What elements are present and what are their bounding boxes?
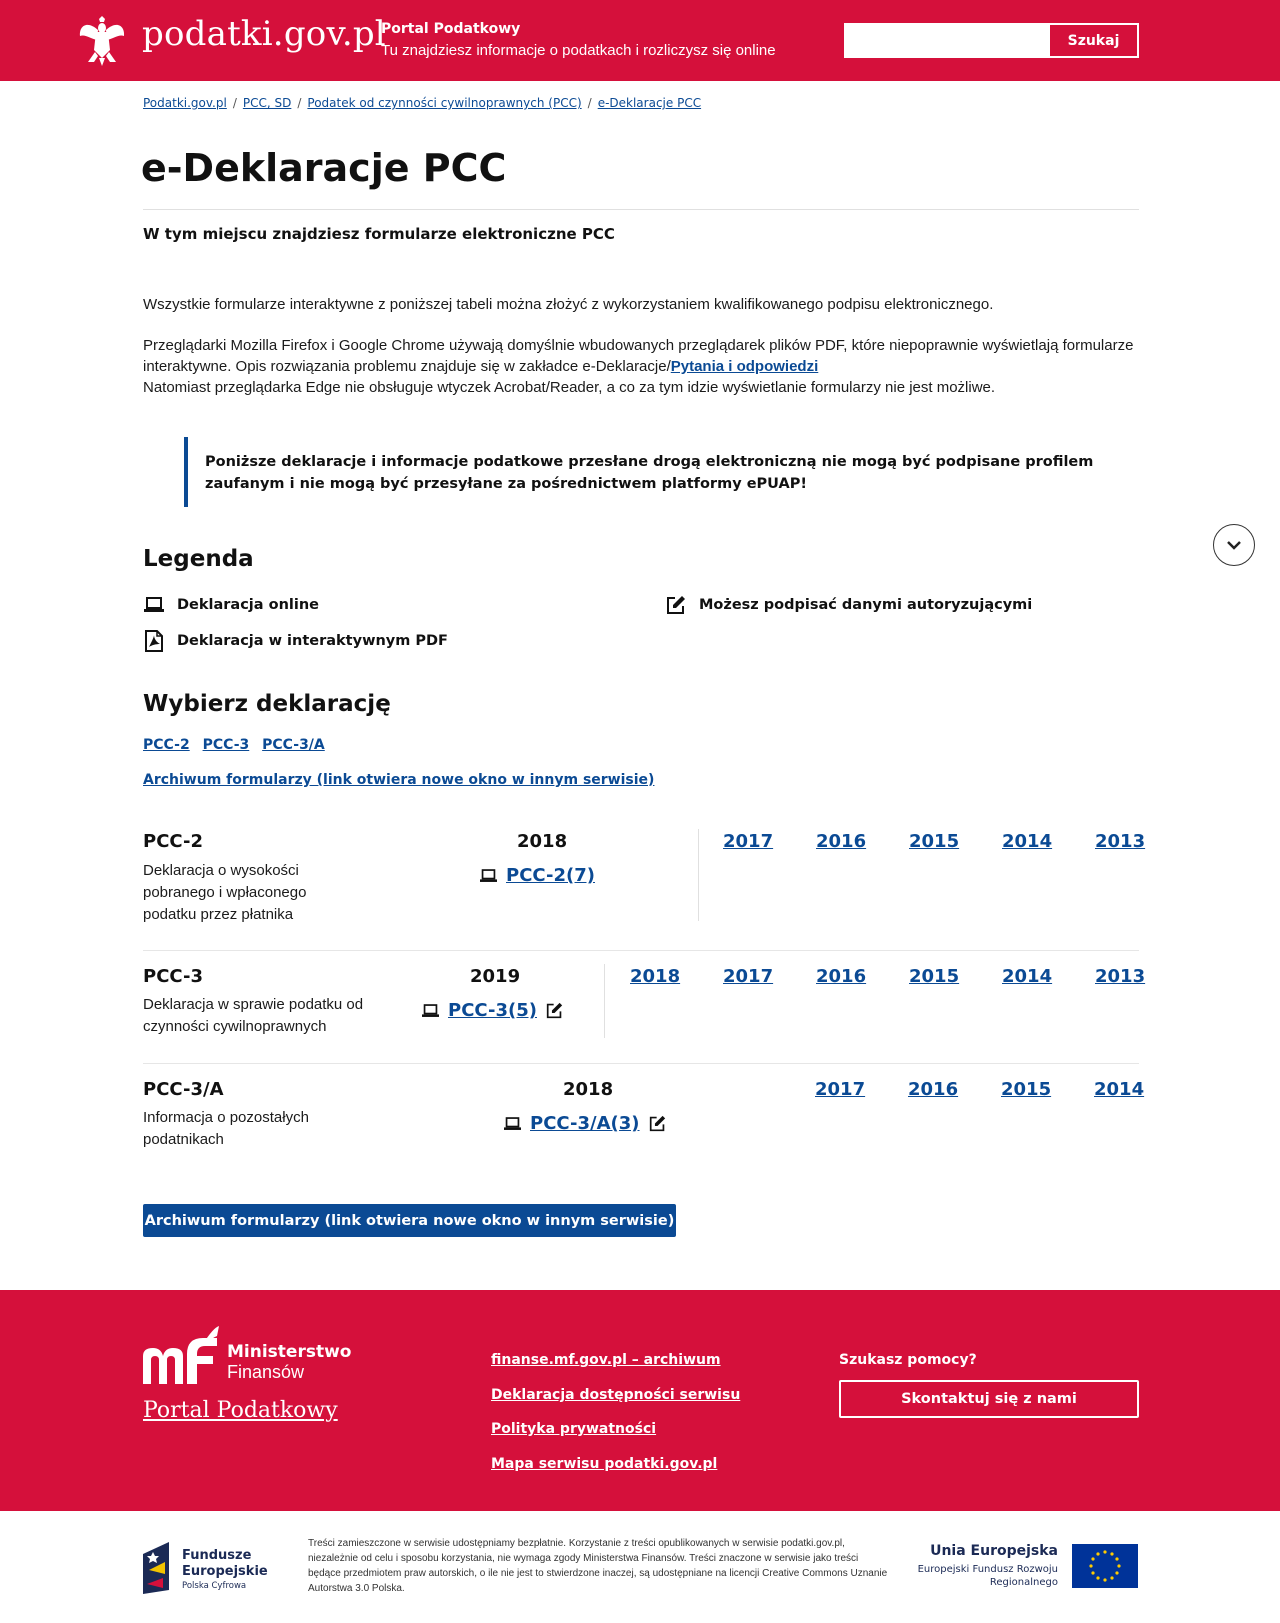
scroll-down-button[interactable] [1213,524,1255,566]
search-input[interactable] [844,23,1048,58]
current-year-pcc-3a: 2018 [563,1079,614,1100]
form-download-pcc-3a[interactable]: PCC-3/A(3) [530,1113,640,1134]
footer-link-accessibility[interactable]: Deklaracja dostępności serwisu [491,1387,741,1403]
mf-name-line1: Ministerstwo [227,1342,352,1362]
year-link-pcc-2-2014[interactable]: 2014 [1002,831,1053,852]
column-divider [698,829,699,921]
form-name-pcc-3a: PCC-3/A [143,1079,224,1100]
year-link-pcc-3-2015[interactable]: 2015 [909,966,960,987]
title-divider [143,209,1139,210]
help-title: Szukasz pomocy? [839,1352,977,1368]
year-link-pcc-3-2014[interactable]: 2014 [1002,966,1053,987]
footer-link-archive[interactable]: finanse.mf.gov.pl – archiwum [491,1352,721,1368]
fe-name-line2: Europejskie [182,1564,268,1579]
form-download-pcc-2[interactable]: PCC-2(7) [506,865,595,886]
breadcrumb-separator: / [297,96,302,110]
legend-title: Legenda [143,546,254,572]
column-divider [604,964,605,1038]
form-link-pcc-2 [480,865,595,886]
legend-pdf-label: Deklaracja w interaktywnym PDF [177,633,448,649]
portal-subtitle: Tu znajdziesz informacje o podatkach i rozliczysz się online [381,42,776,59]
laptop-icon [143,594,165,616]
current-year-pcc-2: 2018 [517,831,568,852]
polish-eagle-logo[interactable] [77,12,127,68]
legend-online-label: Deklaracja online [177,597,319,613]
quick-link-pcc-3a[interactable]: PCC-3/A [262,737,325,753]
edge-paragraph-text: Natomiast przeglądarka Edge nie obsługuje wtyczek Acrobat/Reader, a co za tym idzie wyświetlanie formularzy nie jest możliwe. [143,379,996,396]
year-link-pcc-3a-2017[interactable]: 2017 [815,1079,866,1100]
fe-name-line3: Polska Cyfrowa [182,1581,247,1591]
year-link-pcc-3-2018[interactable]: 2018 [630,966,681,987]
quick-links [143,737,333,753]
form-desc-pcc-2: Deklaracja o wysokości pobranego i wpłaconego podatku przez płatnika [143,862,307,923]
archive-link[interactable]: Archiwum formularzy (link otwiera nowe okno w innym serwisie) [143,772,655,788]
year-link-pcc-3a-2014[interactable]: 2014 [1094,1079,1145,1100]
fe-name-line1: Fundusze [182,1548,252,1563]
form-download-pcc-3[interactable]: PCC-3(5) [448,1000,537,1021]
form-link-pcc-3a [504,1113,666,1134]
page-lead: W tym miejscu znajdziesz formularze elektroniczne PCC [143,225,615,243]
form-desc-pcc-3a: Informacja o pozostałych podatnikach [143,1109,309,1148]
contact-button[interactable]: Skontaktuj się z nami [839,1380,1139,1418]
ue-name-line2: Europejski Fundusz Rozwoju Regionalnego [917,1564,1058,1588]
laptop-icon [480,869,497,883]
year-link-pcc-3-2016[interactable]: 2016 [816,966,867,987]
mf-name-line2: Finansów [227,1362,305,1382]
browser-paragraph [143,335,1143,398]
breadcrumb-current[interactable]: e-Deklaracje PCC [597,96,702,110]
breadcrumb-pcc[interactable]: Podatek od czynności cywilnoprawnych (PCC) [307,96,582,110]
breadcrumb-separator: / [587,96,592,110]
laptop-icon [422,1004,439,1018]
row-divider [143,1063,1139,1064]
edit-sign-icon [665,594,687,616]
warning-callout: Poniższe deklaracje i informacje podatkowe przesłane drogą elektroniczną nie mogą być podpisane profilem zaufanym i nie mogą być przesyłane za pośrednictwem platformy ePUAP! [184,437,1134,507]
legend-online [143,594,319,616]
quick-link-pcc-3[interactable]: PCC-3 [202,737,250,753]
breadcrumb-separator: / [232,96,237,110]
faq-link[interactable]: Pytania i odpowiedzi [670,358,819,375]
legend-sign-label: Możesz podpisać danymi autoryzującymi [699,597,1033,613]
site-footer [0,1290,1280,1511]
footer-link-privacy[interactable]: Polityka prywatności [491,1421,657,1437]
eu-flag-icon [1072,1544,1138,1588]
browser-paragraph-text: Przeglądarki Mozilla Firefox i Google Chrome używają domyślnie wbudowanych przeglądarek plików PDF, które niepoprawnie wyświetlają formularze interaktywne. Opis rozwiązania problemu znajduje się w zakładce e-Deklaracje/ [143,337,1134,375]
archive-button[interactable]: Archiwum formularzy (link otwiera nowe okno w innym serwisie) [143,1204,676,1237]
site-logo-text[interactable]: podatki.gov.pl [142,14,386,54]
year-link-pcc-2-2017[interactable]: 2017 [723,831,774,852]
form-name-pcc-2: PCC-2 [143,831,204,852]
laptop-icon [504,1117,521,1131]
site-header [0,0,1280,81]
breadcrumb [143,96,701,110]
choose-title: Wybierz deklarację [143,691,391,717]
page-title: e-Deklaracje PCC [141,146,507,190]
fundusze-europejskie-logo [143,1540,173,1594]
search-button[interactable]: Szukaj [1048,23,1139,58]
year-link-pcc-3a-2016[interactable]: 2016 [908,1079,959,1100]
form-name-pcc-3: PCC-3 [143,966,204,987]
chevron-down-icon [1214,525,1254,565]
breadcrumb-pcc-sd[interactable]: PCC, SD [242,96,292,110]
form-desc-pcc-3: Deklaracja w sprawie podatku od czynności cywilnoprawnych [143,996,364,1035]
year-link-pcc-2-2016[interactable]: 2016 [816,831,867,852]
portal-podatkowy-link[interactable]: Portal Podatkowy [143,1398,338,1423]
current-year-pcc-3: 2019 [470,966,521,987]
edit-sign-icon [546,1002,563,1019]
year-link-pcc-2-2015[interactable]: 2015 [909,831,960,852]
legend-sign [665,594,1032,616]
legal-notice: Treści zamieszczone w serwisie udostępniamy bezpłatnie. Korzystanie z treści opublikowanych w serwisie podatki.gov.pl, niezależnie od celu i sposobu korzystania, nie wymaga zgody Ministerstwa Finansów. Treści znaczone w serwisie jako treści będące przedmiotem praw autorskich, o ile nie jest to stwierdzone inaczej, są udostępniane na licencji Creative Commons Uznanie Autorstwa 3.0 Polska. [308,1538,888,1594]
edit-sign-icon [649,1115,666,1132]
footer-link-sitemap[interactable]: Mapa serwisu podatki.gov.pl [491,1456,718,1472]
year-link-pcc-2-2013[interactable]: 2013 [1095,831,1146,852]
pdf-file-icon [143,630,165,652]
legend-pdf [143,630,448,652]
year-link-pcc-3-2013[interactable]: 2013 [1095,966,1146,987]
year-link-pcc-3-2017[interactable]: 2017 [723,966,774,987]
portal-title: Portal Podatkowy [381,21,521,37]
breadcrumb-home[interactable]: Podatki.gov.pl [143,96,227,110]
year-link-pcc-3a-2015[interactable]: 2015 [1001,1079,1052,1100]
quick-link-pcc-2[interactable]: PCC-2 [143,737,190,753]
row-divider [143,950,1139,951]
intro-paragraph: Wszystkie formularze interaktywne z poniższej tabeli można złożyć z wykorzystaniem kwalifikowanego podpisu elektronicznego. [143,296,994,313]
ue-name-line1: Unia Europejska [930,1543,1058,1559]
form-link-pcc-3 [422,1000,563,1021]
